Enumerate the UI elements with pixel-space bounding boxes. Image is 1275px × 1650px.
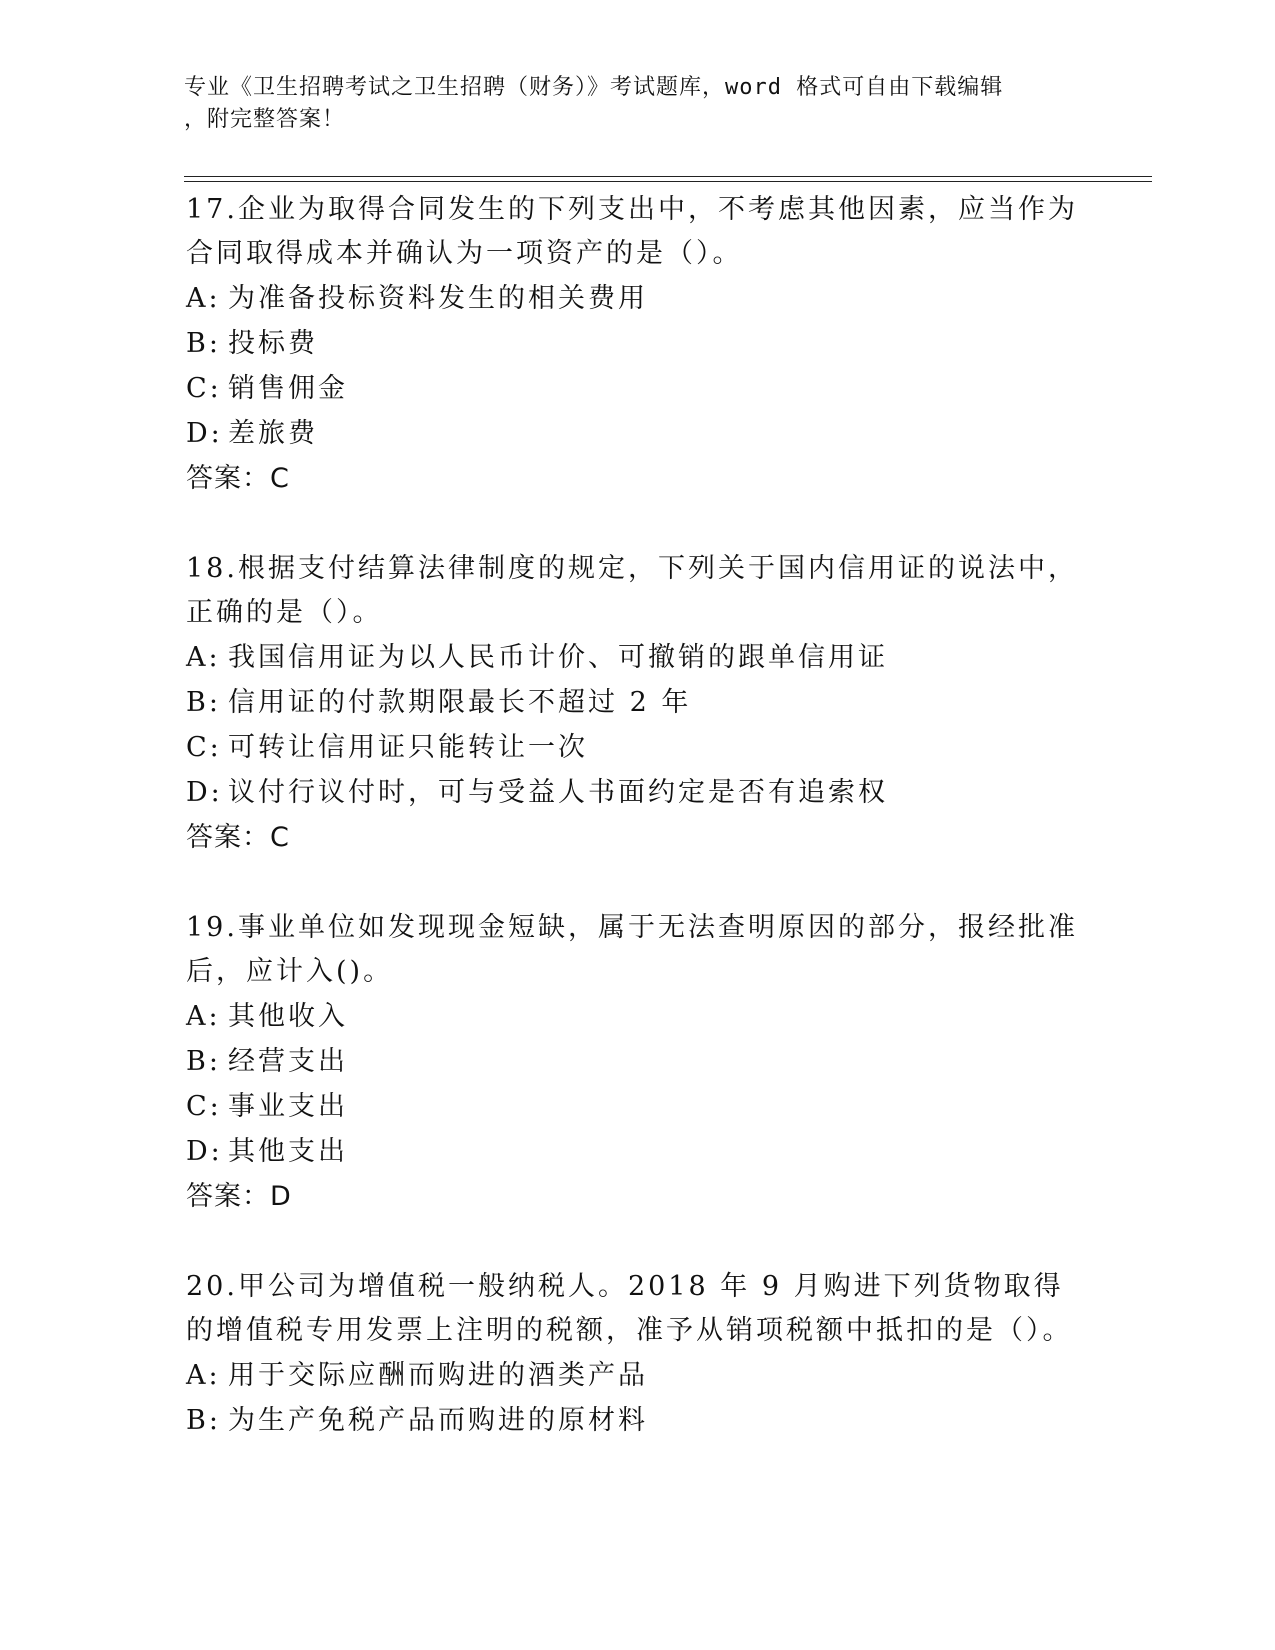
answer-line: 答案：C <box>186 463 290 494</box>
option-text: 可转让信用证只能转让一次 <box>228 732 588 763</box>
option-c <box>186 1084 1086 1129</box>
option-key: C: <box>186 1091 222 1122</box>
option-key: C: <box>186 373 222 404</box>
header-line-2: ，附完整答案！ <box>184 107 346 132</box>
option-key: C: <box>186 732 222 763</box>
option-b <box>186 1398 1086 1443</box>
option-key: D: <box>186 777 223 808</box>
option-a <box>186 276 1086 321</box>
question-20 <box>186 1265 1086 1443</box>
option-text: 其他收入 <box>228 1001 348 1032</box>
option-key: B: <box>186 1046 221 1077</box>
option-text: 其他支出 <box>228 1136 348 1167</box>
option-text: 议付行议付时，可与受益人书面约定是否有追索权 <box>228 777 888 808</box>
option-text: 差旅费 <box>228 418 318 449</box>
option-text: 用于交际应酬而购进的酒类产品 <box>228 1360 648 1391</box>
option-b <box>186 1039 1086 1084</box>
question-text: 18.根据支付结算法律制度的规定，下列关于国内信用证的说法中，正确的是（）。 <box>186 553 1078 628</box>
option-text: 我国信用证为以人民币计价、可撤销的跟单信用证 <box>228 642 888 673</box>
option-b <box>186 321 1086 366</box>
option-key: A: <box>186 283 221 314</box>
option-key: A: <box>186 642 221 673</box>
option-key: A: <box>186 1360 221 1391</box>
answer-line: 答案：C <box>186 822 290 853</box>
question-19 <box>186 906 1086 1219</box>
question-17 <box>186 188 1086 501</box>
option-c <box>186 725 1086 770</box>
option-d <box>186 770 1086 815</box>
option-text: 信用证的付款期限最长不超过 2 年 <box>228 687 692 718</box>
option-key: D: <box>186 418 223 449</box>
header-line-1: 专业《卫生招聘考试之卫生招聘（财务）》考试题库，word 格式可自由下载编辑 <box>184 75 1004 100</box>
option-text: 为准备投标资料发生的相关费用 <box>228 283 648 314</box>
option-text: 事业支出 <box>228 1091 348 1122</box>
option-a <box>186 635 1086 680</box>
question-text: 20.甲公司为增值税一般纳税人。2018 年 9 月购进下列货物取得的增值税专用发票上注明的税额，准予从销项税额中抵扣的是（）。 <box>186 1271 1073 1346</box>
option-d <box>186 1129 1086 1174</box>
option-key: B: <box>186 687 221 718</box>
option-c <box>186 366 1086 411</box>
question-18 <box>186 547 1086 860</box>
option-text: 投标费 <box>228 328 318 359</box>
question-list <box>186 188 1086 1489</box>
option-a <box>186 994 1086 1039</box>
answer-line: 答案：D <box>186 1181 292 1212</box>
option-key: A: <box>186 1001 221 1032</box>
option-d <box>186 411 1086 456</box>
option-b <box>186 680 1086 725</box>
option-text: 为生产免税产品而购进的原材料 <box>228 1405 648 1436</box>
question-text: 19.事业单位如发现现金短缺，属于无法查明原因的部分，报经批准后，应计入()。 <box>186 912 1078 987</box>
header-divider-top <box>184 176 1152 177</box>
document-header <box>184 72 1064 136</box>
option-key: B: <box>186 328 221 359</box>
option-a <box>186 1353 1086 1398</box>
option-key: B: <box>186 1405 221 1436</box>
question-text: 17.企业为取得合同发生的下列支出中，不考虑其他因素，应当作为合同取得成本并确认为一项资产的是（）。 <box>186 194 1078 269</box>
option-key: D: <box>186 1136 223 1167</box>
header-divider-bottom <box>184 181 1152 182</box>
option-text: 经营支出 <box>228 1046 348 1077</box>
option-text: 销售佣金 <box>228 373 348 404</box>
